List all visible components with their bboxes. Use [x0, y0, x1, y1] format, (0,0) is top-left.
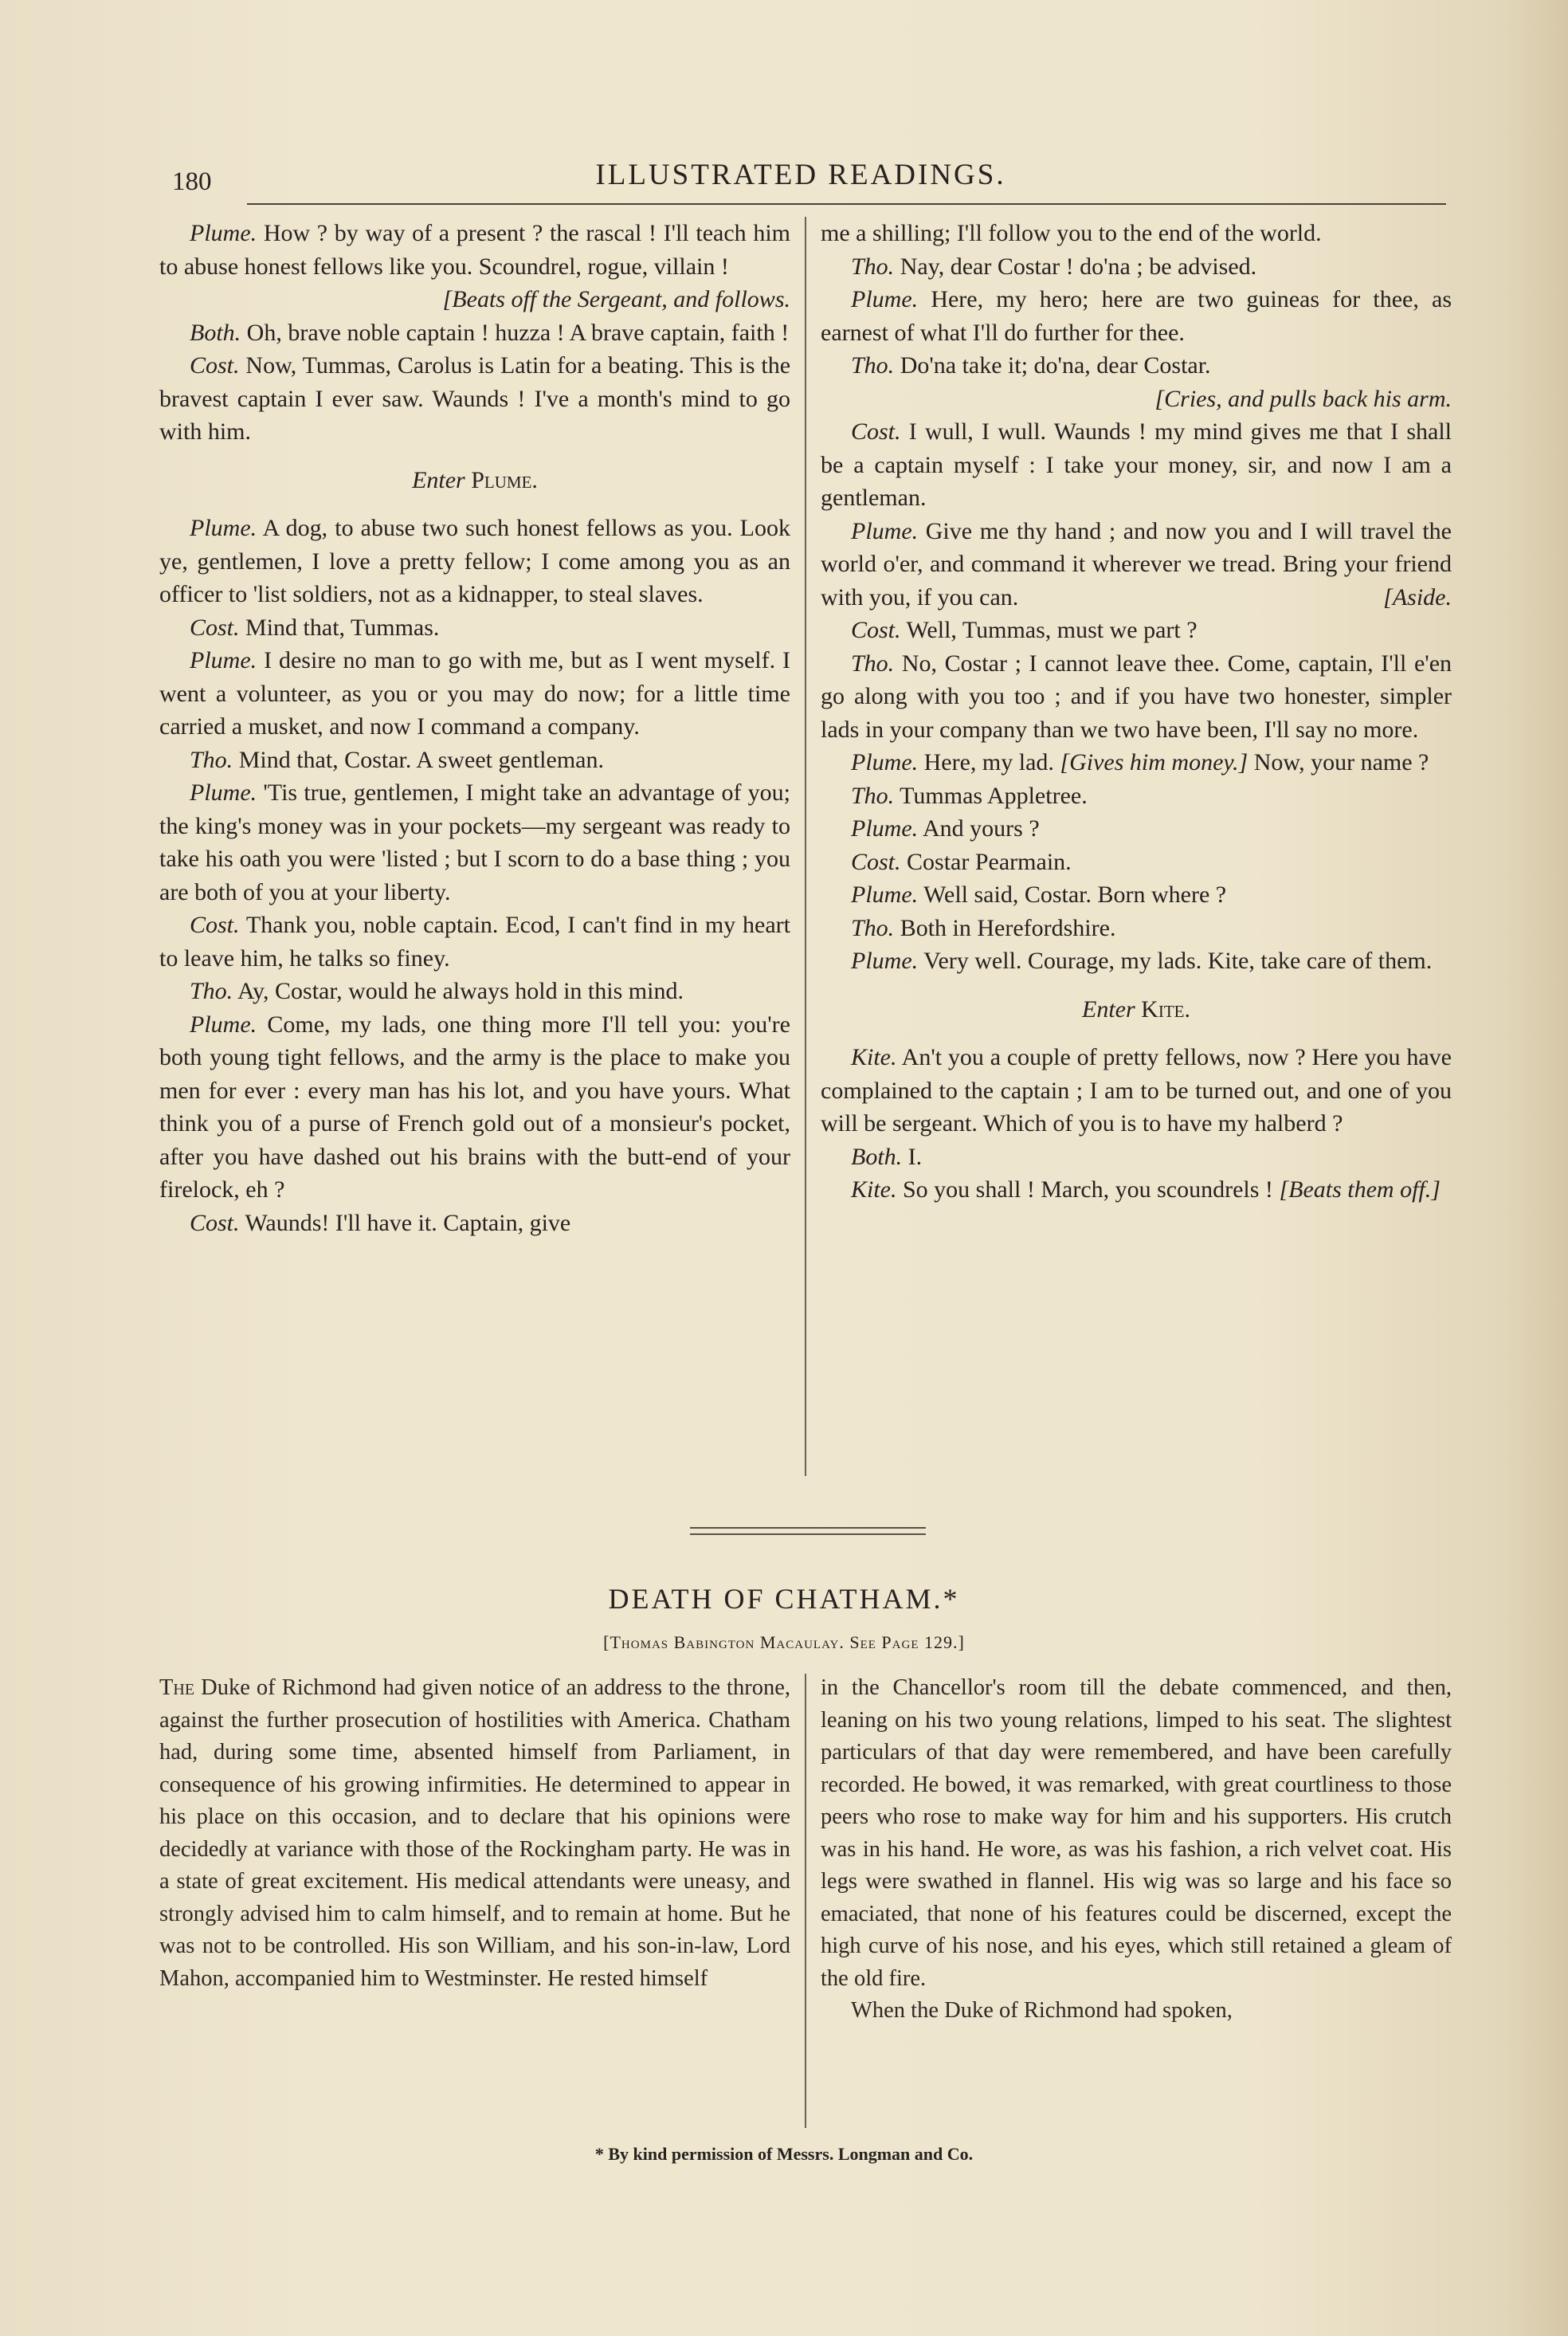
speaker-name: Plume.	[851, 948, 919, 974]
article-column-right	[821, 1672, 1452, 2028]
speaker-name: Cost.	[851, 617, 901, 643]
page-header	[159, 156, 1442, 199]
speech-text: I wull, I wull. Waunds ! my mind gives me that I shall be a captain myself : I take your money, sir, and now I am a gentleman.	[821, 418, 1452, 511]
speaker-name: Cost.	[190, 352, 240, 379]
speaker-name: Plume.	[851, 286, 919, 312]
speech-paragraph	[821, 614, 1452, 647]
speech-paragraph	[821, 1041, 1452, 1141]
speech-paragraph	[821, 912, 1452, 945]
speech-text: Ay, Costar, would he always hold in this mind.	[237, 978, 684, 1004]
speaker-name: Tho.	[190, 746, 233, 773]
speaker-name: Tho.	[851, 253, 895, 280]
speaker-name: Tho.	[190, 978, 233, 1004]
entrance-line	[821, 993, 1452, 1027]
speaker-name: Cost.	[851, 418, 901, 445]
speaker-name: Plume.	[851, 881, 919, 908]
character-name: Kite.	[1141, 995, 1190, 1023]
stage-direction: [Cries, and pulls back his arm.	[1154, 385, 1452, 412]
stage-direction: [Beats them off.]	[1279, 1176, 1441, 1203]
speaker-name: Tho.	[851, 650, 895, 677]
stage-direction: [Aside.	[1383, 583, 1452, 611]
speaker-name: Plume.	[851, 517, 919, 544]
play-column-left	[159, 217, 790, 1239]
speech-text: Waunds! I'll have it. Captain, give	[245, 1209, 571, 1236]
speech-paragraph	[821, 515, 1452, 614]
speech-paragraph	[159, 744, 790, 777]
section-separator	[690, 1533, 926, 1535]
speech-text: Here, my lad.	[923, 749, 1054, 775]
speech-text: Both in Herefordshire.	[900, 914, 1116, 941]
speech-paragraph	[821, 415, 1452, 515]
speaker-name: Tho.	[851, 352, 895, 379]
speech-text: So you shall ! March, you scoundrels !	[903, 1176, 1273, 1203]
stage-direction: [Beats off the Sergeant, and follows.	[442, 286, 790, 312]
speech-text: Here, my hero; here are two guineas for thee, as earnest of what I'll do further for thee.	[821, 286, 1452, 346]
column-divider	[805, 1674, 806, 2128]
speaker-name: Cost.	[190, 912, 240, 938]
section-separator	[690, 1527, 926, 1529]
speaker-name: Tho.	[851, 782, 895, 809]
speaker-name: Cost.	[851, 848, 901, 875]
speech-text: Now, Tummas, Carolus is Latin for a beating. This is the bravest captain I ever saw. Waunds ! I've a month's mind to go with him.	[159, 352, 791, 445]
speech-text: Tummas Appletree.	[900, 782, 1088, 809]
paragraph-text: Duke of Richmond had given notice of an address to the throne, against the further prosecution of hostilities with America. Chatham had, during some time, absented himself from Parliament, in consequence of his growing infirmities. He determined to appear in his place on this occasion, and to declare that his opinions were decidedly at variance with those of the Rockingham party. He was in a state of great excitement. His medical attendants were uneasy, and strongly advised him to calm himself, and to remain at home. But he was not to be controlled. His son William, and his son-in-law, Lord Mahon, accompanied him to Westminster. He rested himself	[159, 1675, 790, 1991]
page-number: 180	[172, 167, 212, 196]
speech-text: Oh, brave noble captain ! huzza ! A brave captain, faith !	[246, 319, 790, 346]
speech-text: Mind that, Tummas.	[245, 614, 440, 641]
speech-text: Do'na take it; do'na, dear Costar.	[900, 352, 1211, 379]
speech-paragraph	[159, 217, 790, 283]
speech-paragraph	[821, 779, 1452, 813]
speech-text: Costar Pearmain.	[907, 848, 1072, 875]
running-head: ILLUSTRATED READINGS.	[595, 159, 1006, 191]
speech-paragraph	[821, 349, 1452, 383]
speaker-name: Plume.	[190, 1011, 257, 1038]
speaker-name: Plume.	[851, 749, 919, 775]
article-paragraph: in the Chancellor's room till the debate commenced, and then, leaning on his two young relations, limped to his seat. The slightest particulars of that day were remembered, and have been carefully recorded. He bowed, it was remarked, with great courtliness to those peers who rose to make way for him and his supporters. His crutch was in his hand. He wore, as was his fashion, a rich velvet coat. His legs were swathed in flannel. His wig was so large and his face so emaciated, that none of his features could be discerned, except the high curve of his nose, and his eyes, which still retained a gleam of the old fire.	[821, 1675, 1452, 1991]
speaker-name: Cost.	[190, 1209, 240, 1236]
speech-text: I.	[907, 1143, 923, 1170]
speech-text: Well, Tummas, must we part ?	[906, 617, 1198, 643]
speech-text: An't you a couple of pretty fellows, now ? Here you have complained to the captain ; I am to be turned out, and one of you will be sergeant. Which of you is to have my halberd ?	[821, 1044, 1452, 1137]
speech-paragraph	[821, 746, 1452, 779]
speech-text: Come, my lads, one thing more I'll tell you: you're both young tight fellows, and the army is the place to make you men for ever : every man has his lot, and you have yours. What think you of a purse of French gold out of a monsieur's pocket, after you have dashed out his brains with the butt-end of your firelock, eh ?	[159, 1011, 790, 1203]
entrance-line	[159, 464, 790, 497]
footnote: * By kind permission of Messrs. Longman and Co.	[594, 2144, 974, 2164]
speech-paragraph	[159, 512, 790, 611]
speech-paragraph	[821, 1173, 1452, 1207]
speech-text: No, Costar ; I cannot leave thee. Come, captain, I'll e'en go along with you too ; and if you have two honester, simpler lads in your company than we two have been, I'll say no more.	[821, 650, 1452, 743]
speech-text: Mind that, Costar. A sweet gentleman.	[238, 746, 604, 773]
speech-paragraph	[159, 611, 790, 645]
speech-text: And yours ?	[923, 815, 1040, 842]
speech-paragraph	[821, 878, 1452, 912]
speech-paragraph	[821, 944, 1452, 978]
character-name: Plume.	[471, 466, 538, 493]
speech-text: 'Tis true, gentlemen, I might take an advantage of you; the king's money was in your pockets—my sergeant was ready to take his oath you were 'listed ; but I scorn to do a base thing ; you are both of you at your liberty.	[159, 779, 791, 905]
speech-paragraph	[159, 975, 790, 1008]
speech-paragraph	[821, 647, 1452, 747]
article-title: DEATH OF CHATHAM.*	[608, 1583, 960, 1615]
speech-paragraph	[159, 909, 790, 975]
speech-paragraph	[159, 644, 790, 744]
enter-word: Enter	[412, 466, 465, 493]
speaker-name: Plume.	[851, 815, 919, 842]
speaker-name: Plume.	[190, 779, 257, 806]
speech-paragraph	[821, 283, 1452, 349]
speaker-name: Plume.	[190, 647, 257, 673]
speech-text: A dog, to abuse two such honest fellows as you. Look ye, gentlemen, I love a pretty fellow; I come among you as an officer to 'list soldiers, not as a kidnapper, to steal slaves.	[159, 515, 790, 607]
speech-paragraph	[159, 1008, 790, 1207]
speech-text: Now, your name ?	[1253, 749, 1429, 775]
enter-word: Enter	[1082, 995, 1135, 1023]
speech-paragraph	[159, 1207, 790, 1240]
article-paragraph: When the Duke of Richmond had spoken,	[851, 1998, 1233, 2023]
article-column-left	[159, 1672, 790, 1995]
speech-text: Well said, Costar. Born where ?	[923, 881, 1227, 908]
column-divider	[805, 217, 806, 1476]
speech-text: Thank you, noble captain. Ecod, I can't find in my heart to leave him, he talks so finey.	[159, 912, 790, 972]
speech-text: I desire no man to go with me, but as I went myself. I went a volunteer, as you or you may do now; for a little time carried a musket, and now I command a company.	[159, 647, 790, 740]
speech-paragraph	[159, 776, 790, 909]
stage-direction: [Gives him money.]	[1060, 749, 1249, 775]
speech-paragraph	[821, 1141, 1452, 1174]
continuation-text: me a shilling; I'll follow you to the end of the world.	[821, 220, 1322, 246]
speaker-name: Both.	[190, 319, 241, 346]
speech-text: How ? by way of a present ? the rascal ! I'll teach him to abuse honest fellows like you. Scoundrel, rogue, villain !	[159, 220, 790, 280]
speaker-name: Both.	[851, 1143, 903, 1170]
speaker-name: Plume.	[190, 220, 257, 246]
speech-paragraph	[821, 846, 1452, 879]
article-paragraph	[159, 1672, 790, 1995]
article-attribution: [Thomas Babington Macaulay. See Page 129.]	[603, 1632, 965, 1652]
header-rule	[247, 203, 1446, 205]
speech-paragraph	[821, 812, 1452, 846]
speaker-name: Cost.	[190, 614, 240, 641]
speaker-name: Kite.	[851, 1044, 897, 1070]
play-column-right	[821, 217, 1452, 1207]
speaker-name: Kite.	[851, 1176, 897, 1203]
first-word: The	[159, 1675, 195, 1700]
speaker-name: Tho.	[851, 914, 895, 941]
speech-text: Very well. Courage, my lads. Kite, take care of them.	[923, 948, 1433, 974]
speech-paragraph	[821, 250, 1452, 284]
speech-paragraph	[159, 349, 790, 449]
speech-paragraph	[159, 316, 790, 350]
speech-text: Nay, dear Costar ! do'na ; be advised.	[900, 253, 1257, 280]
speech-text: Give me thy hand ; and now you and I will travel the world o'er, and command it wherever we tread. Bring your friend with you, if you can.	[821, 517, 1452, 611]
speaker-name: Plume.	[190, 515, 257, 541]
